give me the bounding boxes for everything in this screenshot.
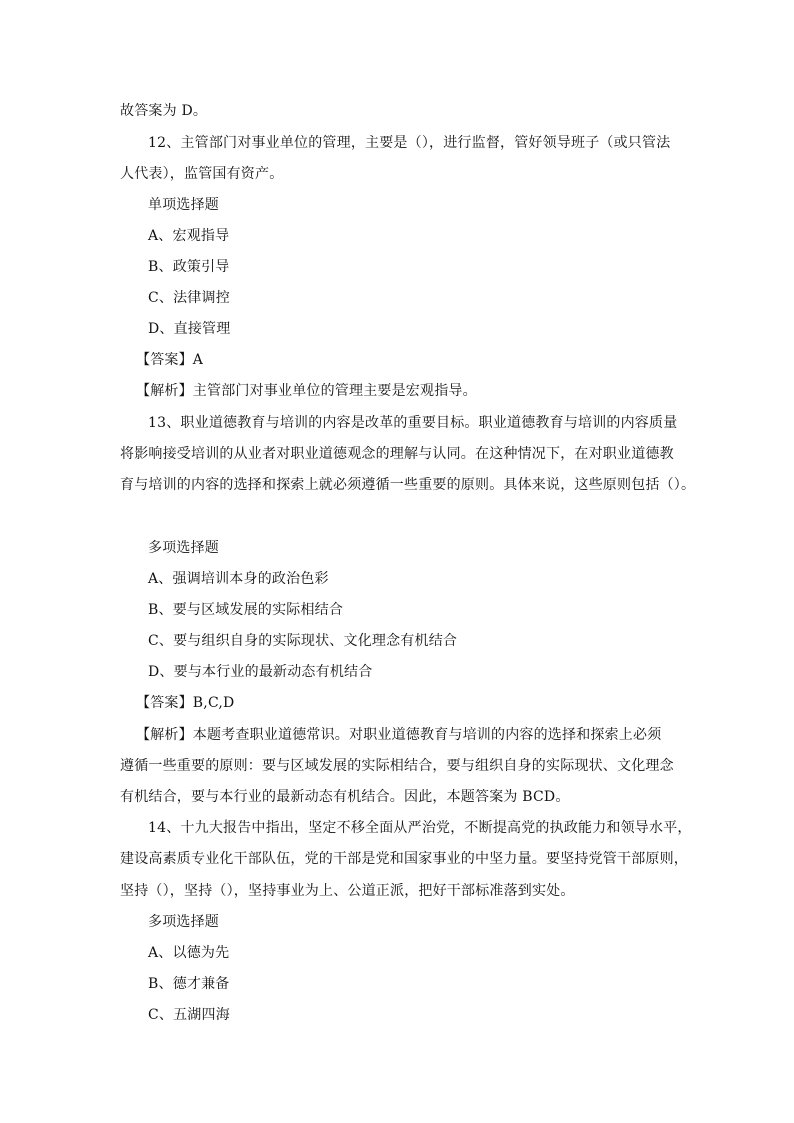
question-14-text-cont: 坚持（），坚持（），坚持事业为上、公道正派，把好干部标准落到实处。 <box>120 883 575 899</box>
option-c: C、法律调控 <box>148 290 230 306</box>
question-type-label: 单项选择题 <box>148 197 219 213</box>
question-12-text: 12、主管部门对事业单位的管理，主要是（），进行监督，管好领导班子（或只管法 <box>148 135 671 151</box>
text-line: 故答案为 D。 <box>120 103 208 119</box>
analysis-line-cont: 有机结合，要与本行业的最新动态有机结合。因此，本题答案为 BCD。 <box>120 789 570 805</box>
question-12-text-cont: 人代表），监管国有资产。 <box>120 166 284 182</box>
option-b: B、要与区域发展的实际相结合 <box>148 602 344 618</box>
question-type-label: 多项选择题 <box>148 540 219 556</box>
question-14-text: 14、十九大报告中指出，坚定不移全面从严治党，不断提高党的执政能力和领导水平， <box>148 820 692 836</box>
question-14-text-cont: 建设高素质专业化干部队伍，党的干部是党和国家事业的中坚力量。要坚持党管干部原则， <box>120 851 688 867</box>
option-b: B、德才兼备 <box>148 976 230 992</box>
question-type-label: 多项选择题 <box>148 914 219 930</box>
option-a: A、强调培训本身的政治色彩 <box>148 571 329 587</box>
option-a: A、宏观指导 <box>148 228 230 244</box>
option-c: C、要与组织自身的实际现状、文化理念有机结合 <box>148 633 458 649</box>
option-b: B、政策引导 <box>148 259 230 275</box>
question-13-text: 13、职业道德教育与培训的内容是改革的重要目标。职业道德教育与培训的内容质量 <box>148 415 678 431</box>
option-d: D、要与本行业的最新动态有机结合 <box>148 664 373 680</box>
analysis-line: 【解析】本题考查职业道德常识。对职业道德教育与培训的内容的选择和探索上必须 <box>136 727 662 743</box>
answer-line: 【答案】B,C,D <box>136 695 235 711</box>
option-d: D、直接管理 <box>148 321 231 337</box>
option-a: A、以德为先 <box>148 945 230 961</box>
question-13-text-cont: 育与培训的内容的选择和探索上就必须遵循一些重要的原则。具体来说，这些原则包括（）。 <box>120 477 696 493</box>
option-c: C、五湖四海 <box>148 1007 230 1023</box>
answer-line: 【答案】A <box>136 352 204 368</box>
analysis-line: 【解析】主管部门对事业单位的管理主要是宏观指导。 <box>136 383 477 399</box>
analysis-line-cont: 遵循一些重要的原则：要与区域发展的实际相结合，要与组织自身的实际现状、文化理念 <box>120 758 674 774</box>
question-13-text-cont: 将影响接受培训的从业者对职业道德观念的理解与认同。在这种情况下，在对职业道德教 <box>120 446 674 462</box>
